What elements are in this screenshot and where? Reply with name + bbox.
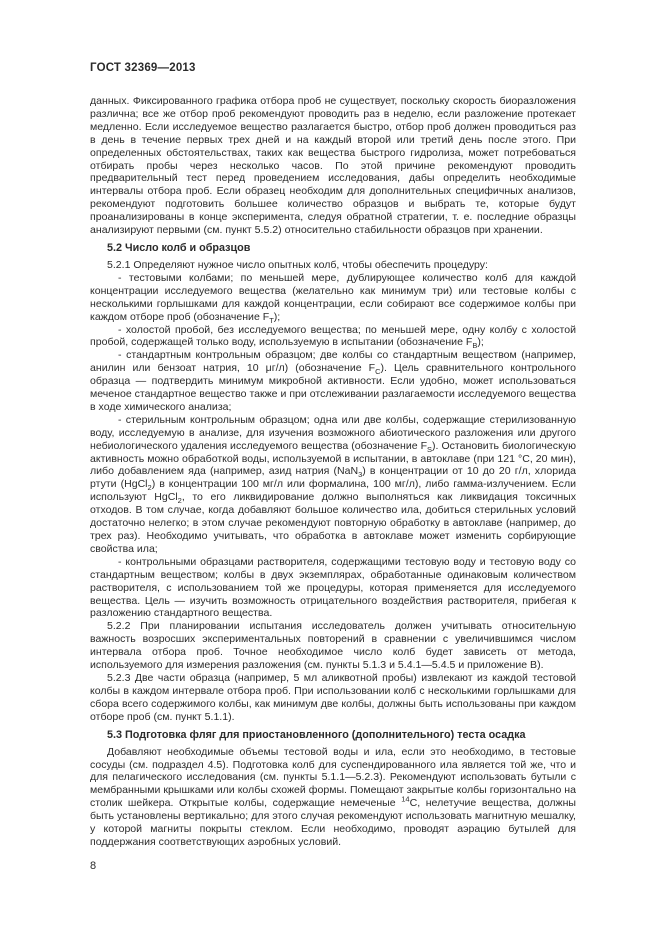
list-item-test-flasks: - тестовыми колбами; по меньшей мере, дублирующее количество колб для каждой концентрации исследуемого вещества (желательно как минимум три) или тестовые колбы с несколькими горлышками для каждой концентрации, если собирают все содержимое колбы при каждом отборе проб (обозначение $F_T$); bbox=[90, 271, 576, 325]
page-body bbox=[90, 95, 576, 849]
paragraph-5-2-2: 5.2.2 При планировании испытания исследователь должен учитывать относительную важность возросших экспериментальных повторений в сравнении с увеличившимся числом интервала отбора проб. Точное необходимое число колб будет зависеть от метода, используемого для измерения разложения (см. пункты 5.1.3 и 5.4.1—5.4.5 и приложение В). bbox=[90, 620, 576, 672]
section-heading-5-3: 5.3 Подготовка фляг для приостановленного (дополнительного) теста осадка bbox=[107, 728, 526, 741]
section-heading-5-2: 5.2 Число колб и образцов bbox=[107, 241, 251, 254]
paragraph-5-3: Добавляют необходимые объемы тестовой воды и ила, если это необходимо, в тестовые сосуды (см. подраздел 4.5). Подготовка колб для суспендированного ила является той же, что и для пелагического исследования (см. пункты 5.1.1—5.2.3). Рекомендуют использовать бутыли с мембранными крышками или колбы схожей формы. Помещают закрытые колбы горизонтально на столик шейкера. Открытые колбы, содержащие немеченые $^{14}$С, нелетучие вещества, должны быть установлены вертикально; для этого случая рекомендуют использовать магнитную мешалку, у которой магниты покрыты стеклом. Если необходимо, проводят аэрацию бутылей для поддержания соответствующих аэробных условий. bbox=[90, 745, 577, 848]
paragraph-5-2-1: 5.2.1 Определяют нужное число опытных колб, чтобы обеспечить процедуру: bbox=[107, 258, 488, 271]
list-item-solvent: - контрольными образцами растворителя, содержащими тестовую воду и тестовую воду со стандартным веществом; колбы в двух экземплярах, обработанные одинаковым количеством растворителя, с использованием той же процедуры, которая применяется для исследуемого вещества. Цель — изучить возможность отрицательного воздействия растворителя, прибегая к разложению стандартного вещества. bbox=[90, 555, 576, 620]
paragraph-5-2-3: 5.2.3 Две части образца (например, 5 мл аликвотной пробы) извлекают из каждой тестовой колбы в каждом интервале отбора проб. При использовании колб с несколькими горлышками для сбора всего содержимого колбы, как минимум две колбы, должны быть использованы при каждом отборе проб (см. пункт 5.1.1). bbox=[90, 671, 576, 723]
list-item-reference: - стандартным контрольным образцом; две колбы со стандартным веществом (например, анилин или бензоат натрия, 10 μг/л) (обозначение $F_C$). Цель сравнительного контрольного образца — подтвердить минимум микробной активности. Если удобно, может использоваться меченое стандартное вещество также и при отслеживании разлагаемости исследуемого вещества в ходе химического анализа; bbox=[90, 349, 576, 413]
page-number: 8 bbox=[90, 859, 97, 872]
document-header: ГОСТ 32369—2013 bbox=[90, 62, 196, 74]
list-item-sterile: - стерильным контрольным образцом; одна или две колбы, содержащие стерилизованную воду, исследуемую в анализе, для изучения возможного абиотического разложения или другого небиологического удаления исследуемого вещества (обозначение $F_S$). Остановить биологическую активность можно обработкой воды, используемой в испытании, в автоклаве (при 121 °С, 20 мин), либо добавлением яда (например, азид натрия (NaN$_3$) в концентрации от 10 до 20 г/л, хлорида ртути (HgCl$_2$) в концентрации 100 мг/л или формалина, 100 мг/л), либо гамма-излучением. Если используют HgCl$_2$, то его ликвидирование должно выполняться как ликвидация токсичных отходов. В том случае, когда добавляют большое количество ила, добиться стерильных условий достаточно нелегко; в этом случае рекомендуют повторную обработку в автоклаве (например, до трех раз). Необходимо учитывать, что обработка в автоклаве может изменить сорбирующие свойства ила; bbox=[90, 413, 576, 555]
paragraph: данных. Фиксированного графика отбора проб не существует, поскольку скорость биоразложения различна; все же отбор проб рекомендуют проводить раз в неделю, если разложение протекает медленно. Если исследуемое вещество разлагается быстро, отбор проб должен проводиться раз в день в течение первых трех дней и на каждый второй или третий день после этого. При определенных обстоятельствах, таких как вещества быстрого гидролиза, может потребоваться отбирать пробы через несколько часов. По этой причине рекомендуют проводить предварительный тест перед проведением исследования, дабы определить необходимые интервалы отбора проб. Если образец необходим для дополнительных специфичных анализов, рекомендуют подготовить большее количество образцов и выбрать те, которые будут проанализированы в конце эксперимента, следуя обратной стратегии, т. е. последние образцы анализируют первыми (см. пункт 5.5.2) относительно стабильности образцов при хранении. bbox=[90, 95, 576, 237]
list-item-blank: - холостой пробой, без исследуемого вещества; по меньшей мере, одну колбу с холостой пробой, содержащей только воду, используемую в испытании (обозначение $F_B$); bbox=[90, 323, 576, 351]
